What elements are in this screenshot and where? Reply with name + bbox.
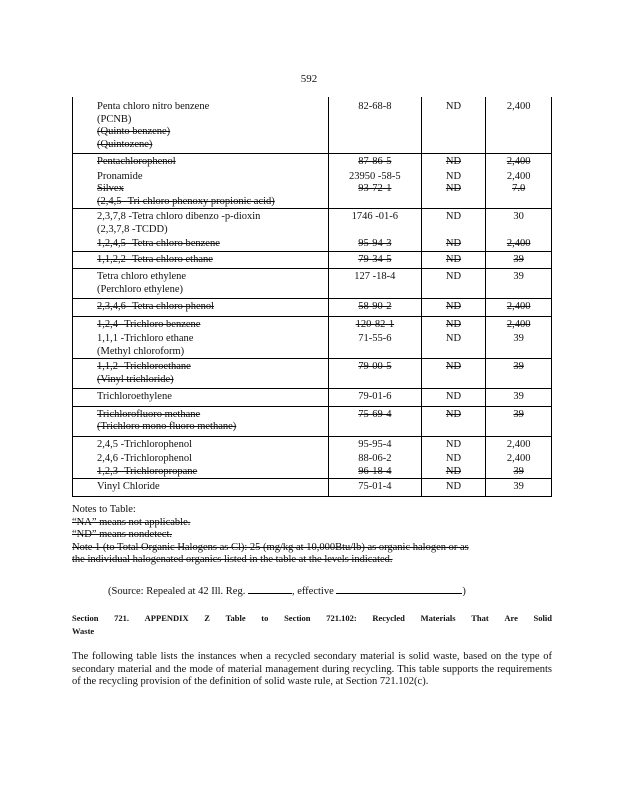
table-row [73,406,552,436]
table-row [73,436,552,453]
constituent-name-line: Silvex [97,183,124,194]
page-number: 592 [300,73,318,85]
table-row [73,316,552,333]
nd-value: ND [445,211,462,222]
constituent-name [73,406,329,436]
constituent-name [73,453,329,466]
constituent-name [73,299,329,317]
nd-value-cell [421,479,486,497]
cas-number-cell [329,406,422,436]
regulatory-level: 39 [513,465,524,477]
constituent-name [73,466,329,479]
regulatory-level: 2,400 [506,101,531,112]
cas-number: 75-01-4 [358,481,392,492]
effective-date-blank [336,584,462,594]
nd-value: ND [445,238,462,249]
regulatory-level: 2,400 [506,301,531,312]
constituent-name [73,389,329,407]
regulatory-level: 39 [513,271,524,282]
table-row [73,299,552,317]
regulatory-level: 2,400 [506,453,531,464]
table-row [73,183,552,209]
nd-value-cell [421,389,486,407]
nd-value: ND [445,408,462,420]
cas-number-cell [329,389,422,407]
regulatory-level: 39 [513,481,524,492]
cas-number-cell [329,359,422,389]
regulatory-level-cell [486,171,552,184]
regulatory-level: 39 [513,361,524,372]
table-row [73,389,552,407]
cas-number: 96-18-4 [358,465,392,477]
source-prefix: (Source: Repealed at 42 Ill. Reg. [108,586,246,597]
cas-number: 95-95-4 [358,438,392,450]
constituent-name [73,436,329,453]
section-heading-word: Z [204,613,210,623]
constituent-name-line: (Methyl chloroform) [97,345,185,357]
note-nd: “ND” means nondetect. [72,529,173,540]
constituent-name [73,316,329,333]
nd-value: ND [445,318,462,330]
nd-value: ND [445,253,462,265]
regulatory-level-cell [486,316,552,333]
cas-number: 87-86-5 [358,156,392,167]
cas-number-cell [329,466,422,479]
constituent-name [73,333,329,359]
cas-number-cell [329,171,422,184]
regulatory-level: 2,400 [506,238,531,249]
constituent-name-line: 2,4,5 -Trichlorophenol [97,438,192,450]
nd-value-cell [421,299,486,317]
nd-value-cell [421,183,486,209]
section-heading-word: Solid [533,613,552,623]
table-row [73,154,552,171]
regulatory-level-cell [486,453,552,466]
constituent-name-line: 1,2,4 -Trichloro benzene [97,318,201,330]
cas-number-cell [329,238,422,251]
regulatory-level-cell [486,466,552,479]
cas-number-cell [329,251,422,269]
register-blank [248,584,292,594]
cas-number-cell [329,154,422,171]
constituent-name-line: Tetra chloro ethylene [97,271,187,282]
regulatory-level: 39 [513,253,524,265]
constituent-name [73,154,329,171]
cas-number: 95-94-3 [358,238,392,249]
nd-value: ND [445,391,462,402]
regulatory-level: 39 [513,333,524,344]
constituent-name-line: Pronamide [97,170,143,182]
regulatory-level: 39 [513,408,524,420]
note-na: “NA” means not applicable. [72,516,191,528]
intro-paragraph: The following table lists the instances when a recycled secondary material is solid waste, based on the type of secondary material and the mode of material management during recycling. This table supports the requirements of the recycling provision of the definition of solid waste rule, at Section 721.102(c). [72,651,552,688]
section-heading-word: Materials [420,613,456,623]
nd-value: ND [445,438,462,450]
regulatory-level: 39 [513,391,524,402]
table-row [73,238,552,251]
regulatory-level-cell [486,209,552,239]
regulatory-level: 7.0 [512,183,526,194]
nd-value-cell [421,171,486,184]
regulatory-level-cell [486,359,552,389]
cas-number-cell [329,316,422,333]
table-row [73,479,552,497]
constituent-name-line: (Quintozene) [97,138,153,150]
cas-number: 23950 -58-5 [349,170,401,182]
nd-value: ND [445,361,462,372]
constituent-name-line: Pentachlorophenol [97,156,176,167]
cas-number-cell [329,209,422,239]
cas-number-cell [329,453,422,466]
regulatory-level-cell [486,97,552,154]
nd-value: ND [445,183,462,194]
cas-number: 127 -18-4 [354,271,396,282]
regulatory-level-cell [486,269,552,299]
section-heading-word: 721.102: [326,613,357,623]
constituent-name-line: 1,2,4,5 -Tetra chloro benzene [97,238,220,249]
constituent-name-line: 2,3,4,6 -Tetra chloro phenol [97,301,215,312]
constituents-table [72,97,552,497]
table-row [73,251,552,269]
regulatory-level-cell [486,436,552,453]
section-heading-line-2: Waste [72,626,95,636]
nd-value: ND [445,101,462,112]
table-row [73,466,552,479]
nd-value-cell [421,436,486,453]
regulatory-level: 2,400 [506,438,531,450]
section-heading-word: to [261,613,269,623]
constituent-name [73,238,329,251]
constituent-name-line: 1,1,2 -Trichloroethane [97,361,191,372]
regulatory-level: 2,400 [506,170,531,182]
regulatory-level: 2,400 [506,318,531,330]
constituent-name-line: (Trichloro mono fluoro methane) [97,421,237,432]
cas-number-cell [329,183,422,209]
constituent-name [73,209,329,239]
constituent-name-line: 2,4,6 -Trichlorophenol [97,453,192,464]
constituent-name-line: Trichlorofluoro methane [97,408,201,420]
table-row [73,209,552,239]
section-heading-word: 721. [114,613,129,623]
cas-number: 82-68-8 [358,101,392,112]
constituent-name-line: (2,4,5 -Tri chloro phenoxy propionic acid) [97,195,275,207]
cas-number-cell [329,333,422,359]
nd-value-cell [421,453,486,466]
section-heading-word: Are [504,613,518,623]
cas-number: 79-00-5 [358,361,392,372]
nd-value: ND [445,453,462,464]
cas-number: 93-72-1 [358,183,392,194]
note-1-line-1: Note 1 (to Total Organic Halogens as Cl): 25 (mg/kg at 10,000Btu/lb) as organic halogen or as [72,541,469,553]
constituent-name-line: (Vinyl trichloride) [97,373,174,385]
regulatory-level-cell [486,479,552,497]
source-note [108,584,466,597]
nd-value-cell [421,466,486,479]
table-row [73,333,552,359]
regulatory-level-cell [486,238,552,251]
section-heading-word: That [471,613,489,623]
nd-value: ND [445,271,462,282]
cas-number: 88-06-2 [358,453,392,464]
nd-value-cell [421,359,486,389]
cas-number: 79-01-6 [358,391,392,402]
table-row [73,269,552,299]
section-heading-word: Section [72,613,99,623]
regulatory-level-cell [486,154,552,171]
table-row [73,97,552,154]
cas-number: 75-69-4 [358,408,392,420]
regulatory-level-cell [486,406,552,436]
nd-value-cell [421,316,486,333]
nd-value-cell [421,269,486,299]
source-middle: , effective [291,586,334,597]
nd-value-cell [421,97,486,154]
cas-number-cell [329,299,422,317]
nd-value-cell [421,251,486,269]
nd-value-cell [421,406,486,436]
section-heading-word: Section [284,613,311,623]
note-1-line-2: the individual halogenated organics listed in the table at the levels indicated. [72,554,393,565]
section-heading-word: APPENDIX [144,613,189,623]
constituent-name [73,183,329,209]
nd-value: ND [445,170,462,182]
source-suffix: ) [462,586,466,597]
constituent-name-line: 2,3,7,8 -Tetra chloro dibenzo -p-dioxin [97,211,261,222]
nd-value: ND [445,156,462,167]
section-heading-word: Table [225,613,246,623]
cas-number: 58-90-2 [358,301,392,312]
constituent-name-line: Vinyl Chloride [97,481,160,492]
constituent-name-line: 1,1,2,2 -Tetra chloro ethane [97,253,213,265]
constituent-name [73,171,329,184]
constituent-name [73,251,329,269]
constituent-name-line: 1,2,3 -Trichloropropane [97,465,198,477]
notes-section [72,504,552,567]
regulatory-level-cell [486,333,552,359]
nd-value-cell [421,209,486,239]
section-heading-word: Recycled [372,613,405,623]
regulatory-level: 30 [513,211,524,222]
cas-number-cell [329,436,422,453]
regulatory-level-cell [486,299,552,317]
constituent-name-line: 1,1,1 -Trichloro ethane [97,333,194,344]
nd-value: ND [445,481,462,492]
nd-value: ND [445,301,462,312]
constituent-name-line: (2,3,7,8 -TCDD) [97,223,168,235]
regulatory-level-cell [486,183,552,209]
constituent-name-line: Trichloroethylene [97,391,172,402]
constituent-name-line: (Quinto benzene) [97,126,171,137]
constituent-name [73,479,329,497]
table-row [73,171,552,184]
constituent-name [73,359,329,389]
constituent-name [73,269,329,299]
cas-number-cell [329,97,422,154]
cas-number-cell [329,479,422,497]
notes-heading: Notes to Table: [72,504,136,515]
nd-value: ND [445,333,462,344]
table-row [73,359,552,389]
constituent-name-line: Penta chloro nitro benzene [97,101,210,112]
nd-value-cell [421,333,486,359]
regulatory-level-cell [486,389,552,407]
regulatory-level-cell [486,251,552,269]
regulatory-level: 2,400 [506,156,531,167]
cas-number: 120-82-1 [355,318,395,330]
table-row [73,453,552,466]
constituent-name [73,97,329,154]
cas-number: 79-34-5 [358,253,392,265]
cas-number: 1746 -01-6 [351,211,399,222]
constituent-name-line: (Perchloro ethylene) [97,283,184,295]
section-heading [72,612,552,638]
cas-number: 71-55-6 [358,333,392,344]
constituent-name-line: (PCNB) [97,113,132,125]
nd-value-cell [421,238,486,251]
nd-value: ND [445,465,462,477]
nd-value-cell [421,154,486,171]
cas-number-cell [329,269,422,299]
